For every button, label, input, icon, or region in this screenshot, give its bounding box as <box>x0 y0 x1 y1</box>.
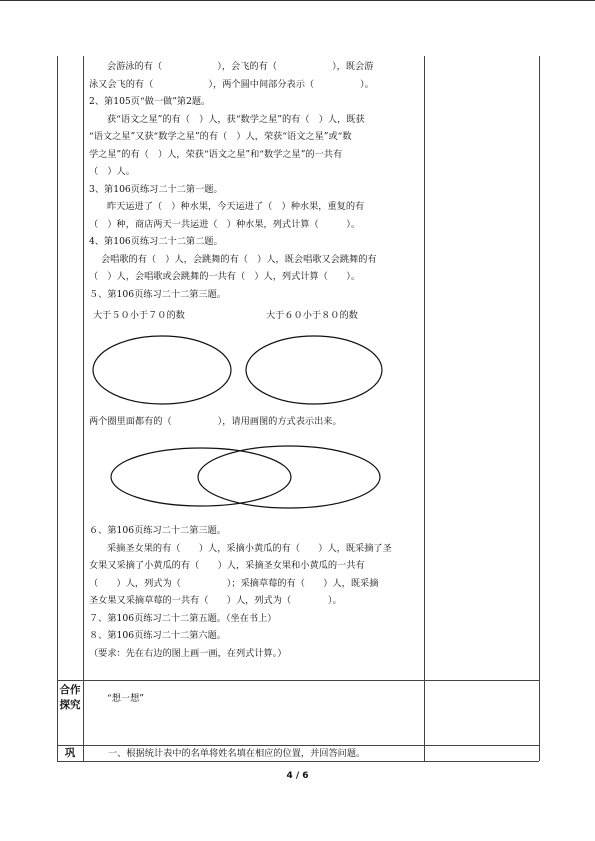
text-line: （ ）人，会唱歌或会跳舞的一共有（ ）人，列式计算（ ）。 <box>89 271 361 282</box>
separate-circles-diagram <box>85 330 390 410</box>
question-heading: 2、第105页“做一做”第2题。 <box>89 96 211 107</box>
page-top-rule <box>0 0 595 1</box>
text-line: （ ）种，商店两天一共运进（ ）种水果，列式计算（ ）。 <box>89 218 361 230</box>
table-border-left <box>57 56 58 761</box>
table-border-content-col <box>424 56 425 761</box>
text-line: （ ）人，列式为（ ）；采摘草莓的有（ ）人，既采摘 <box>89 577 379 589</box>
text-line: 会游泳的有（ ），会飞的有（ ），既会游 <box>107 61 374 72</box>
coop-label: 合作探究 <box>59 684 81 711</box>
text-line: 泳又会飞的有（ ），两个圆中间部分表示（ ）。 <box>89 78 374 90</box>
circle-left <box>93 336 231 404</box>
table-border-right <box>539 56 540 761</box>
set-label-left: 大于５０小于７０的数 <box>93 310 185 321</box>
circle-right <box>198 446 380 508</box>
question-heading: ５、第106页练习二十二第三题。 <box>89 288 226 300</box>
text-line: 获“语文之星”的有（ ）人，获“数学之星”的有（ ）人，既获 <box>107 113 365 125</box>
consolidate-label: 巩 <box>64 747 76 759</box>
circle-right <box>246 336 382 404</box>
text-line: 采摘圣女果的有（ ）人，采摘小黄瓜的有（ ）人，既采摘了圣 <box>107 542 392 554</box>
table-border-label-col <box>83 56 84 761</box>
both-circles-instruction: 两个圈里面都有的（ ），请用画图的方式表示出来。 <box>89 416 342 427</box>
row-divider-1 <box>57 680 539 681</box>
consolidate-text: 一、根据统计表中的名单将姓名填在相应的位置，并回答问题。 <box>108 748 366 759</box>
coop-text: “想一想” <box>107 693 144 704</box>
instruction-note: （要求：先在右边的图上画一画，在列式计算。） <box>89 647 287 659</box>
question-heading: 4、第106页练习二十二第二题。 <box>89 236 223 247</box>
text-line: “语文之星”又获“数学之星”的有（ ）人，荣获“语文之星”或“数 <box>89 131 352 142</box>
text-line: （ ）人。 <box>89 166 135 177</box>
question-heading: ８、第106页练习二十二第六题。 <box>89 630 226 641</box>
page-number: 4 / 6 <box>286 771 309 781</box>
question-heading: 3、第106页练习二十二第一题。 <box>89 183 223 195</box>
text-line: 学之星”的有（ ）人，荣获“语文之星”和“数学之星”的一共有 <box>89 148 343 160</box>
text-line: 圣女果又采摘草莓的一共有（ ）人，列式为（ ）。 <box>89 595 342 606</box>
overlapping-circles-diagram <box>105 443 390 513</box>
exercise-block-lower <box>89 522 392 662</box>
text-line: 昨天运进了（ ）种水果，今天运进了（ ）种水果，重复的有 <box>107 201 365 212</box>
question-heading: ７、第106页练习二十二第五题。（坐在书上） <box>89 612 277 624</box>
text-line: 女果又采摘了小黄瓜的有（ ）人，采摘圣女果和小黄瓜的一共有 <box>89 560 365 571</box>
exercise-block-upper <box>89 58 377 303</box>
question-heading: ６、第106页练习二十二第三题。 <box>89 525 226 536</box>
circle-left <box>111 448 291 506</box>
text-line: 会唱歌的有（ ）人，会跳舞的有（ ）人，既会唱歌又会跳舞的有 <box>101 253 377 265</box>
set-label-right: 大于６０小于８０的数 <box>266 310 358 321</box>
